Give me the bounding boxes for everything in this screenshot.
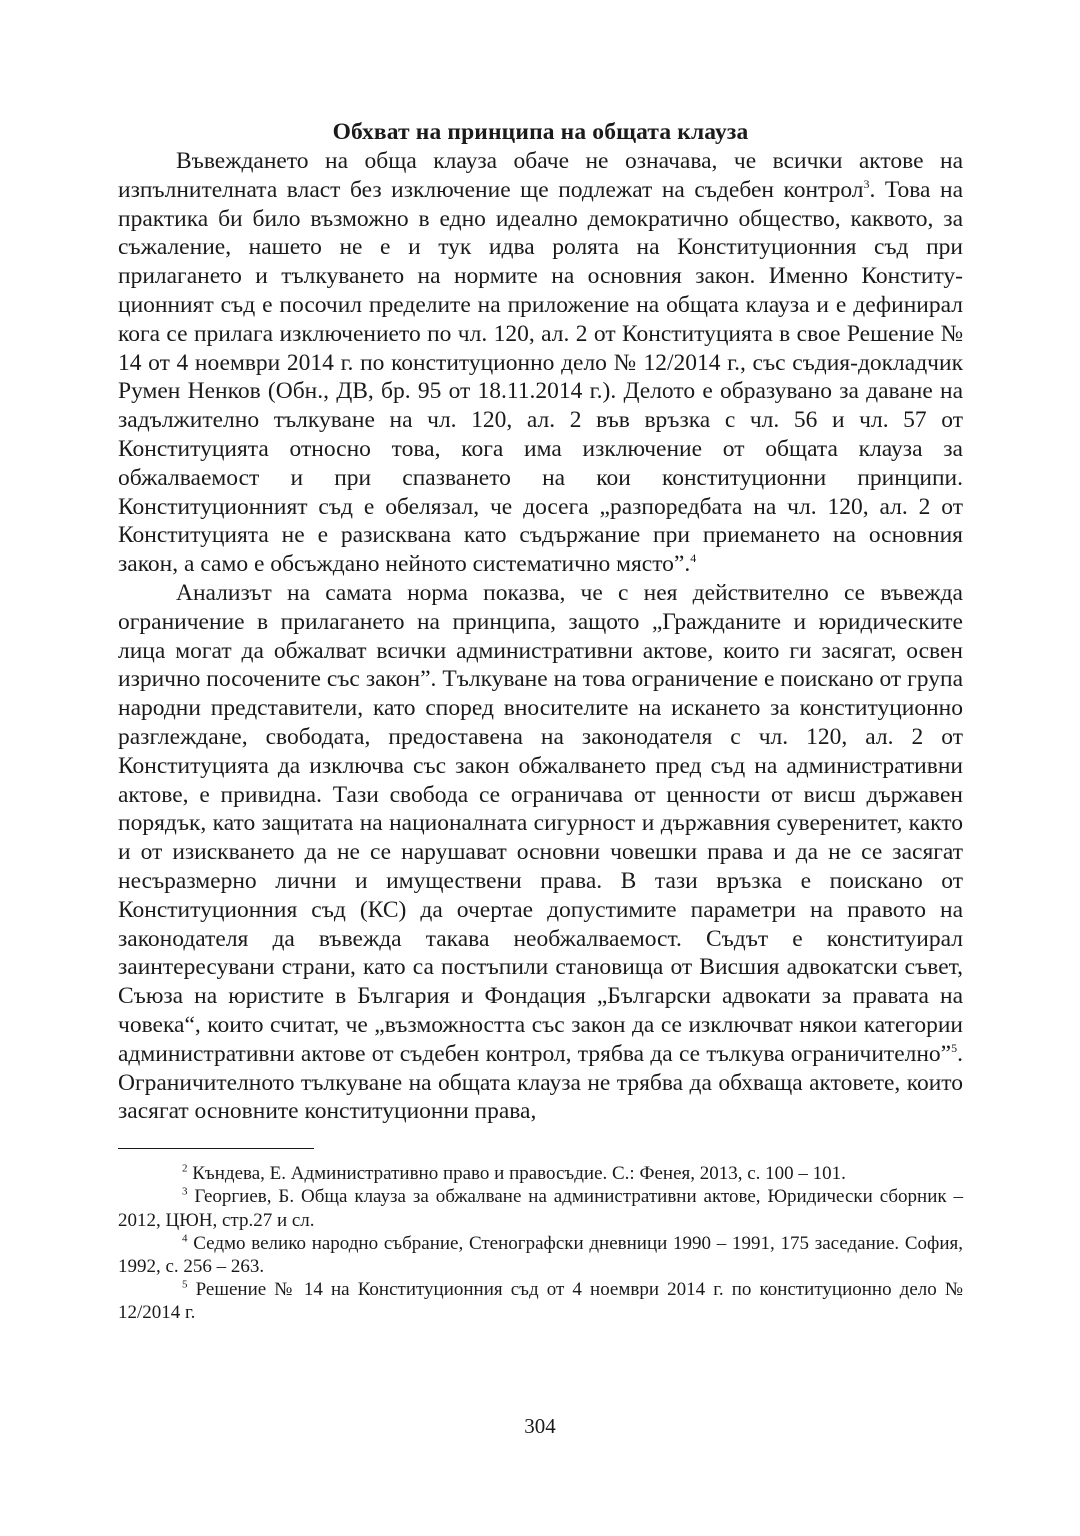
section-heading: Обхват на принципа на общата клауза xyxy=(332,119,749,145)
paragraph-2 xyxy=(118,579,963,1126)
page-body xyxy=(118,117,963,1325)
footnote-4 xyxy=(118,1232,963,1278)
footnote-text: Къндева, Е. Административно право и правосъдие. С.: Фенея, 2013, с. 100 – 101. xyxy=(192,1163,846,1185)
footnote-text: Седмо велико народно събрание, Стенографски дневници 1990 – 1991, 175 заседание. София, 1992, с. 256 – 263. xyxy=(118,1232,964,1277)
footnote-number: 4 xyxy=(182,1232,188,1245)
paragraph-text: . Това на практика би било възможно в едно идеално демократично общество, каквото, за съжаление, нашето не е и тук идва ролята на Конституционния съд при прилагането и тълкуването на нормите на основния закон. Именно Конституционният съд е посочил пределите на приложение на общата клауза и е дефинирал кога се прилага изключението по чл. 120, ал. 2 от Конституцията в свое Решение № 14 от 4 ноември 2014 г. по конституционно дело № 12/2014 г., със съдия-докладчик Румен Ненков (Обн., ДВ, бр. 95 от 18.11.2014 г.). Делото е образувано за даване на задължително тълкуване на чл. 120, ал. 2 във връзка с чл. 56 и чл. 57 от Конституцията относно това, кога има изключение от общата клауза за обжалваемост и при спазването на кои конституционни принципи. Конституционният съд е обелязал, че досега „разпоредбата на чл. 120, ал. 2 от Конституцията не е разисквана като съдържание при приемането на основния закон, а само е обсъждано нейното систематично място”. xyxy=(118,176,963,578)
page-number: 304 xyxy=(524,1414,556,1438)
footnote-5 xyxy=(118,1278,963,1324)
paragraph-text: . Ограничителното тълкуване на общата клауза не трябва да обхваща актовете, които засягат основните конституционни права, xyxy=(118,1040,963,1125)
footnote-text: Георгиев, Б. Обща клауза за обжалване на административни актове, Юридически сборник – 2012, ЦЮН, стр.27 и сл. xyxy=(118,1186,963,1231)
footnote-ref-3[interactable]: 3 xyxy=(863,176,870,191)
footnote-number: 5 xyxy=(182,1278,188,1291)
paragraph-1 xyxy=(118,147,963,579)
paragraph-text: Въвеждането на обща клауза обаче не означава, че всички актове на изпълнителната власт без изключение ще подлежат на съдебен контрол xyxy=(118,148,963,203)
footnote-number: 3 xyxy=(182,1185,188,1198)
footnote-3 xyxy=(118,1185,963,1231)
footnote-number: 2 xyxy=(182,1162,188,1175)
footnote-text: Решение № 14 на Конституционния съд от 4 ноември 2014 г. по конституционно дело № 12/2014 г. xyxy=(118,1279,963,1324)
footnote-divider xyxy=(118,1148,314,1149)
footnote-ref-5[interactable]: 5 xyxy=(951,1040,958,1055)
footnote-2 xyxy=(118,1162,963,1185)
footnote-ref-4[interactable]: 4 xyxy=(690,551,697,566)
paragraph-text: Анализът на самата норма показва, че с нея действително се въвежда ограничение в прилагането на принципа, защото „Гражданите и юридическите лица могат да обжалват всички административни актове, които ги засягат, освен изрично посочените със закон”. Тълкуване на това ограничение е поискано от група народни представители, като според вносителите на искането за конституционно разглеждане, свободата, предоставена на законодателя с чл. 120, ал. 2 от Конституцията да изключва със закон обжалването пред съд на административни актове, е привидна. Тази свобода се ограничава от ценности от висш държавен порядък, като защитата на националната сигурност и държавния суверенитет, както и от изискването да не се нарушават основни човешки права и да не се засягат несъразмерно лични и имуществени права. В тази връзка е поискано от Конституционния съд (КС) да очертае допустимите параметри на правото на законодателя да въвежда такава необжалваемост. Съдът е конституирал заинтересувани страни, като са постъпили становища от Висшия адвокатски съвет, Съюза на юристите в България и Фондация „Български адвокати за правата на човека“, които считат, че „възможността със закон да се изключват някои категории административни актове от съдебен контрол, трябва да се тълкува ограничително” xyxy=(118,579,963,1067)
